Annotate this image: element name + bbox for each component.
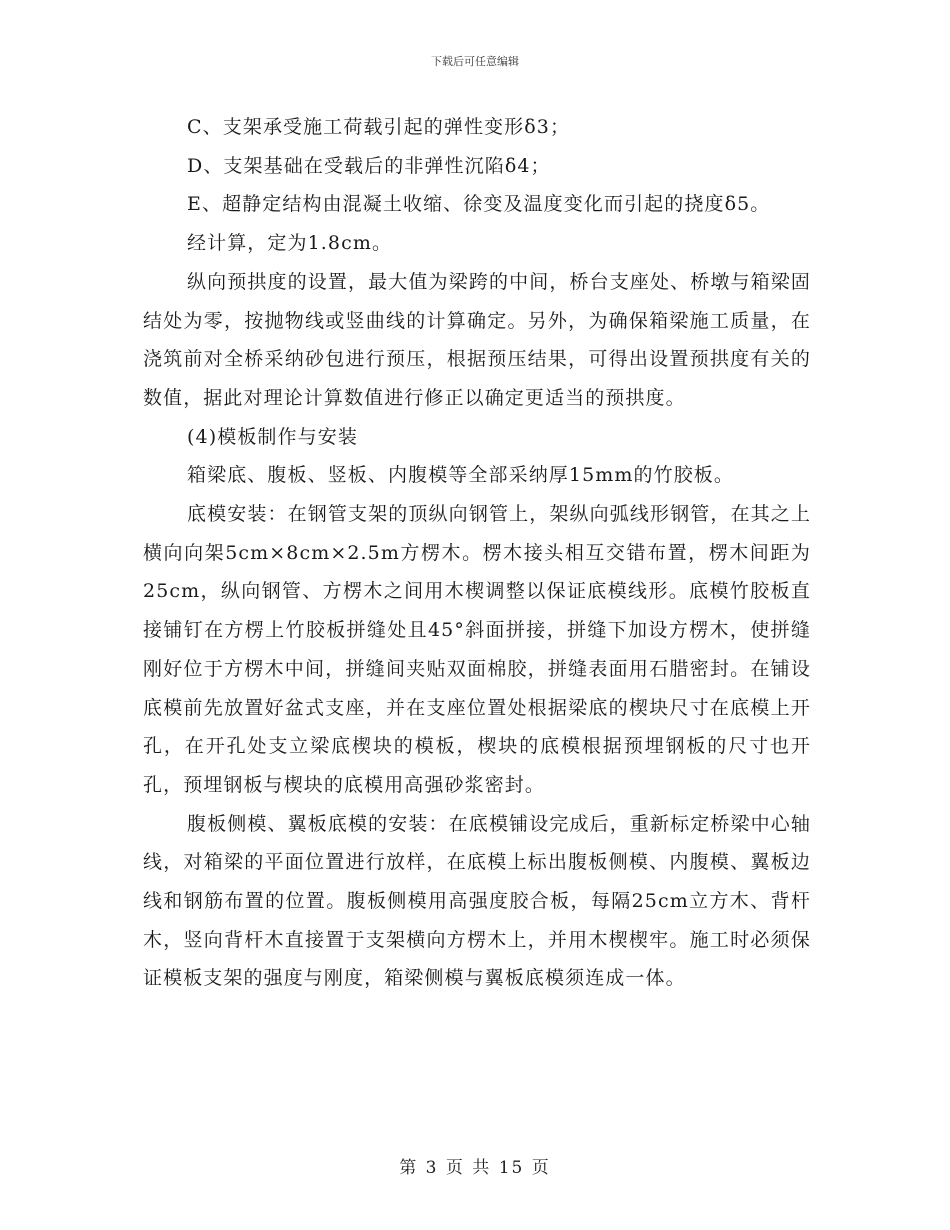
section-heading-formwork: (4)模板制作与安装	[187, 425, 358, 448]
paragraph-item-c: C、支架承受施工荷载引起的弹性变形δ3；	[187, 116, 571, 138]
paragraph-bottom-form-installation: 底模安装：在钢管支架的顶纵向钢管上，架纵向弧线形钢管，在其之上横向向架5cm×8cm×2.5m方楞木。楞木接头相互交错布置，楞木间距为25cm，纵向钢管、方楞木之间用木楔调整以保证底模线形。底模竹胶板直接铺钉在方楞上竹胶板拼缝处且45°斜面拼接，拼缝下加设方楞木，使拼缝刚好位于方楞木中间，拼缝间夹贴双面棉胶，拼缝表面用石腊密封。在铺设底模前先放置好盆式支座，并在支座位置处根据梁底的楔块尺寸在底模上开孔，在开孔处支立梁底楔块的模板，楔块的底模根据预埋钢板的尺寸也开孔，预埋钢板与楔块的底模用高强砂浆密封。	[143, 503, 811, 796]
paragraph-item-d: D、支架基础在受载后的非弹性沉陷δ4；	[187, 154, 551, 177]
document-body	[143, 108, 811, 998]
paragraph-formwork-material: 箱梁底、腹板、竖板、内腹模等全部采纳厚15mm的竹胶板。	[187, 464, 735, 487]
paragraph-item-e: E、超静定结构由混凝土收缩、徐变及温度变化而引起的挠度δ5。	[187, 193, 771, 216]
paragraph-camber-setting: 纵向预拱度的设置，最大值为梁跨的中间，桥台支座处、桥墩与箱梁固结处为零，按抛物线或竖曲线的计算确定。另外，为确保箱梁施工质量，在浇筑前对全桥采纳砂包进行预压，根据预压结果，可得出设置预拱度有关的数值，据此对理论计算数值进行修正以确定更适当的预拱度。	[143, 270, 811, 409]
header-note: 下载后可任意编辑	[431, 55, 519, 68]
paragraph-side-form-installation: 腹板侧模、翼板底模的安装：在底模铺设完成后，重新标定桥梁中心轴线，对箱梁的平面位置进行放样，在底模上标出腹板侧模、内腹模、翼板边线和钢筋布置的位置。腹板侧模用高强度胶合板，每隔25cm立方木、背杆木，竖向背杆木直接置于支架横向方楞木上，并用木楔楔牢。施工时必须保证模板支架的强度与刚度，箱梁侧模与翼板底模须连成一体。	[143, 812, 811, 990]
page-number: 第 3 页 共 15 页	[399, 1158, 551, 1178]
paragraph-calculation-result: 经计算，定为1.8cm。	[187, 232, 393, 255]
